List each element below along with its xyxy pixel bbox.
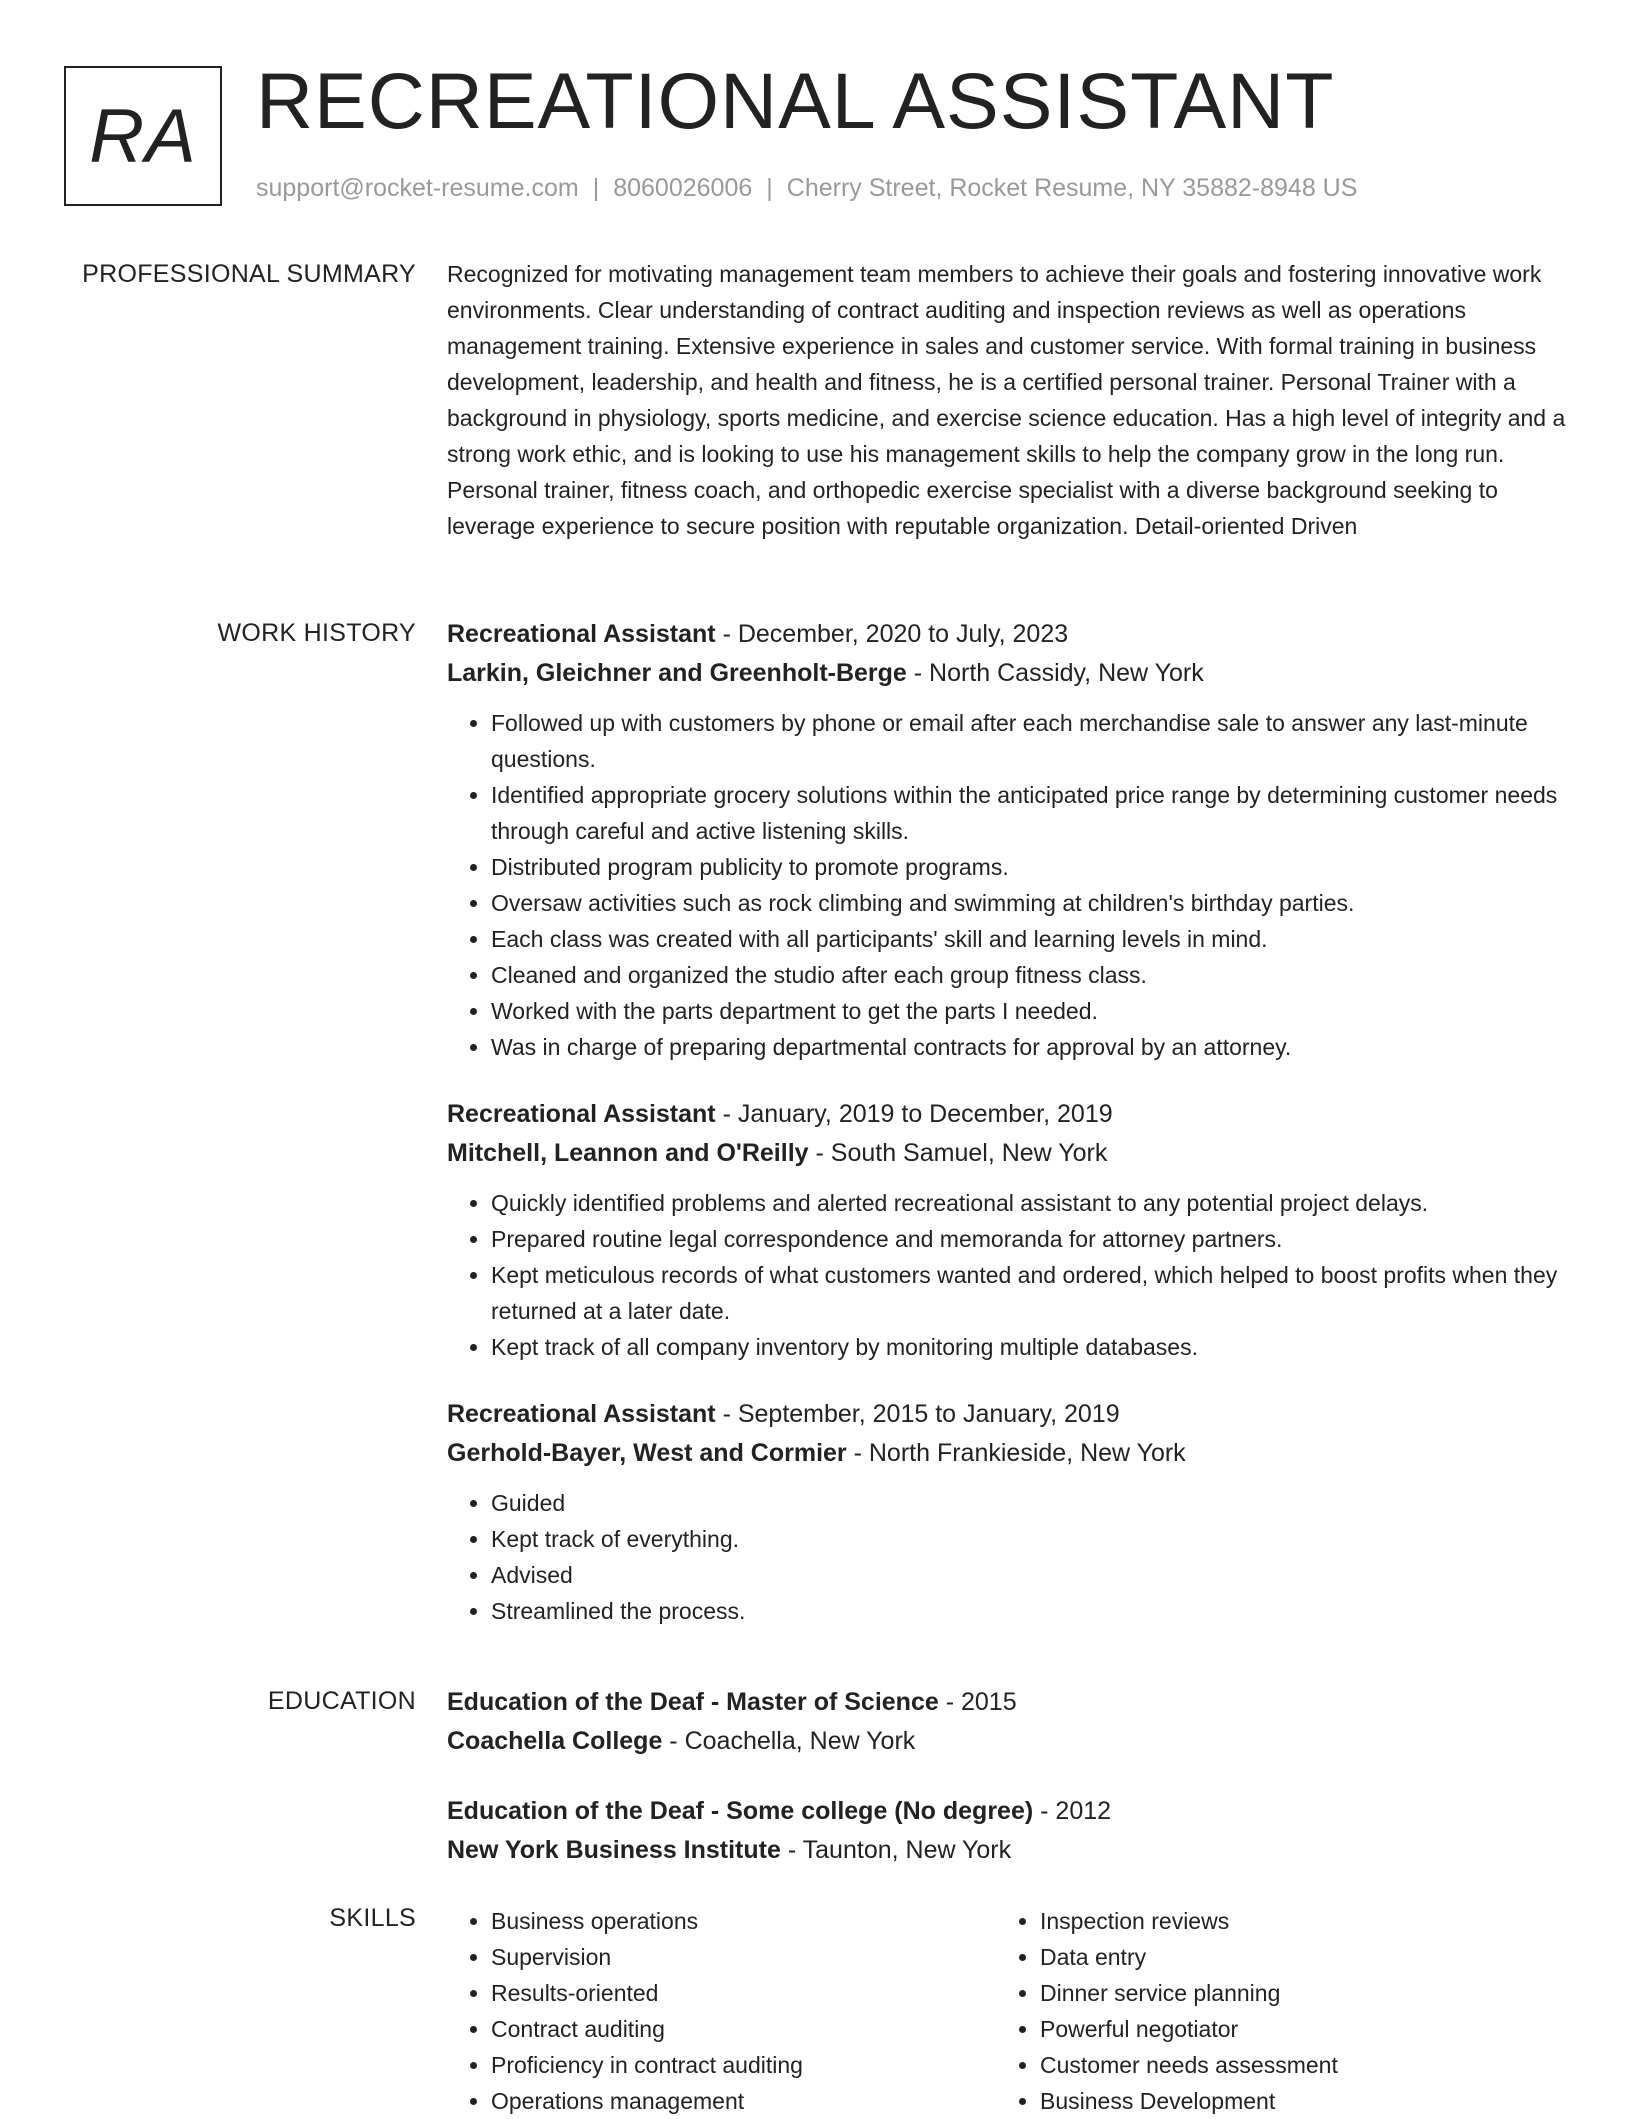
job-location: - North Cassidy, New York (906, 659, 1204, 687)
job-company: Gerhold-Bayer, West and Cormier (447, 1439, 847, 1467)
education-location: - Taunton, New York (780, 1836, 1012, 1864)
job-dates: - September, 2015 to January, 2019 (715, 1400, 1120, 1428)
education-school-line (447, 1831, 1567, 1870)
skill-item: • Operations management (491, 2083, 996, 2119)
job-bullets (447, 1485, 1567, 1629)
job-title-line (447, 1095, 1567, 1134)
job-company: Larkin, Gleichner and Greenholt-Berge (447, 659, 907, 687)
skill-item: • Business Development (1040, 2083, 1545, 2119)
job-bullet: • Was in charge of preparing departmental contracts for approval by an attorney. (491, 1029, 1567, 1065)
education-label: EDUCATION (267, 1687, 416, 1715)
skill-item: • Supervision (491, 1939, 996, 1975)
job-bullet: • Kept track of all company inventory by monitoring multiple databases. (491, 1329, 1567, 1365)
job-title: Recreational Assistant (447, 1100, 716, 1128)
contact-address: Cherry Street, Rocket Resume, NY 35882-8948 US (786, 174, 1358, 202)
skills-label: SKILLS (329, 1904, 416, 1932)
education-school: New York Business Institute (447, 1836, 781, 1864)
job-bullet: • Cleaned and organized the studio after each group fitness class. (491, 957, 1567, 993)
job-bullet: • Oversaw activities such as rock climbing and swimming at children's birthday parties. (491, 885, 1567, 921)
job-bullet: • Guided (491, 1485, 1567, 1521)
job-bullet: • Advised (491, 1557, 1567, 1593)
job-bullets (447, 705, 1567, 1065)
job-title: Recreational Assistant (447, 620, 716, 648)
resume-title: RECREATIONAL ASSISTANT (256, 56, 1335, 145)
skills-columns (447, 1903, 1567, 2119)
work-history-body (447, 615, 1567, 1629)
skill-item: • Data entry (1040, 1939, 1545, 1975)
skill-item: • Dinner service planning (1040, 1975, 1545, 2011)
summary-label: PROFESSIONAL SUMMARY (82, 260, 416, 288)
education-body (447, 1683, 1567, 1870)
contact-line (256, 172, 1357, 205)
job-bullet: • Each class was created with all participants' skill and learning levels in mind. (491, 921, 1567, 957)
job-company-line (447, 1434, 1567, 1473)
job-bullet: • Identified appropriate grocery solutions within the anticipated price range by determining customer needs through careful and active listening skills. (491, 777, 1567, 849)
education-entry (447, 1792, 1567, 1870)
skill-item: • Proficiency in contract auditing (491, 2047, 996, 2083)
job-bullet: • Kept track of everything. (491, 1521, 1567, 1557)
skill-item: • Customer needs assessment (1040, 2047, 1545, 2083)
education-degree-line (447, 1683, 1567, 1722)
skills-list-left (447, 1903, 996, 2119)
education-location: - Coachella, New York (662, 1727, 916, 1755)
education-entry (447, 1683, 1567, 1761)
skill-item: • Powerful negotiator (1040, 2011, 1545, 2047)
education-degree: Education of the Deaf - Master of Science (447, 1688, 939, 1716)
job-company-line (447, 654, 1567, 693)
education-school: Coachella College (447, 1727, 663, 1755)
job-bullet: • Kept meticulous records of what customers wanted and ordered, which helped to boost profits when they returned at a later date. (491, 1257, 1567, 1329)
job-title: Recreational Assistant (447, 1400, 716, 1428)
work-history-label: WORK HISTORY (217, 619, 416, 647)
job-entry (447, 615, 1567, 1065)
job-title-line (447, 615, 1567, 654)
contact-email: support@rocket-resume.com (256, 174, 579, 202)
job-entry (447, 1095, 1567, 1365)
skill-item: • Inspection reviews (1040, 1903, 1545, 1939)
job-bullet: • Worked with the parts department to get the parts I needed. (491, 993, 1567, 1029)
summary-body (447, 256, 1567, 544)
monogram-box: RA (64, 66, 222, 206)
education-degree: Education of the Deaf - Some college (No degree) (447, 1797, 1034, 1825)
job-entry (447, 1395, 1567, 1629)
contact-phone: 8060026006 (613, 174, 753, 202)
job-dates: - December, 2020 to July, 2023 (715, 620, 1069, 648)
job-bullet: • Prepared routine legal correspondence and memoranda for attorney partners. (491, 1221, 1567, 1257)
education-year: - 2015 (938, 1688, 1017, 1716)
contact-separator: | (592, 174, 600, 202)
skills-list-right (996, 1903, 1545, 2119)
contact-separator: | (766, 174, 773, 202)
skill-item: • Business operations (491, 1903, 996, 1939)
job-dates: - January, 2019 to December, 2019 (715, 1100, 1113, 1128)
education-degree-line (447, 1792, 1567, 1831)
skills-body (447, 1903, 1567, 2119)
job-bullet: • Streamlined the process. (491, 1593, 1567, 1629)
job-title-line (447, 1395, 1567, 1434)
education-year: - 2012 (1033, 1797, 1112, 1825)
education-school-line (447, 1722, 1567, 1761)
job-bullets (447, 1185, 1567, 1365)
job-company-line (447, 1134, 1567, 1173)
summary-text: Recognized for motivating management team members to achieve their goals and fostering innovative work environments. Clear understanding of contract auditing and inspection reviews as well as operations management training. Extensive experience in sales and customer service. With formal training in business development, leadership, and health and fitness, he is a certified personal trainer. Personal Trainer with a background in physiology, sports medicine, and exercise science education. Has a high level of integrity and a strong work ethic, and is looking to use his management skills to help the company grow in the long run. Personal trainer, fitness coach, and orthopedic exercise specialist with a diverse background seeking to leverage experience to secure position with reputable organization. Detail-oriented Driven (447, 261, 1566, 539)
job-company: Mitchell, Leannon and O'Reilly (447, 1139, 809, 1167)
skill-item: • Contract auditing (491, 2011, 996, 2047)
job-bullet: • Followed up with customers by phone or email after each merchandise sale to answer any last-minute questions. (491, 705, 1567, 777)
job-location: - South Samuel, New York (808, 1139, 1108, 1167)
job-bullet: • Quickly identified problems and alerted recreational assistant to any potential project delays. (491, 1185, 1567, 1221)
job-bullet: • Distributed program publicity to promote programs. (491, 849, 1567, 885)
job-location: - North Frankieside, New York (846, 1439, 1186, 1467)
skill-item: • Results-oriented (491, 1975, 996, 2011)
